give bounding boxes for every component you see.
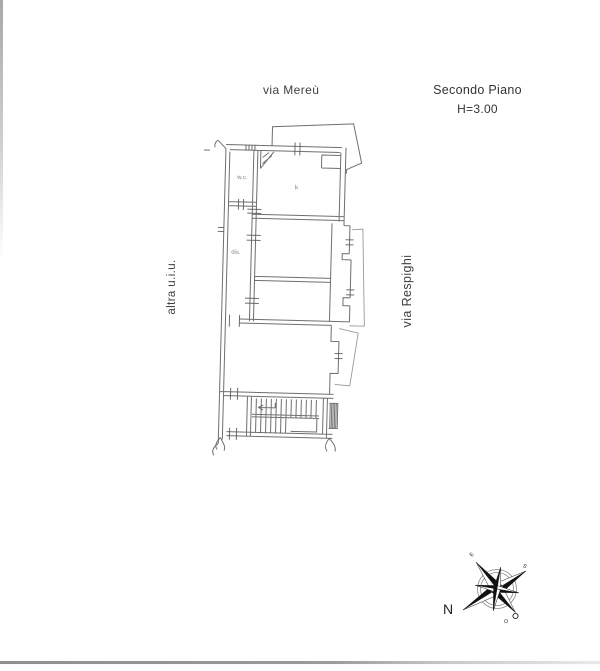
- compass-south-letter: S: [520, 563, 528, 571]
- room-label-wc: w.c.: [237, 174, 248, 182]
- plan-title: Secondo Piano: [433, 83, 522, 97]
- room-label-hallway: dis.: [231, 249, 241, 256]
- compass-east-letter: E: [468, 551, 476, 559]
- street-label-left: altra u.i.u.: [166, 259, 178, 315]
- street-label-top: via Mereù: [263, 83, 320, 97]
- compass-north-label: N: [443, 601, 454, 617]
- street-label-right: via Respighi: [400, 254, 414, 328]
- plan-height: H=3.00: [457, 102, 498, 116]
- compass-west-letter: O: [501, 618, 510, 626]
- compass-west-ring-icon: [513, 613, 518, 618]
- room-label-kitchen: k: [294, 184, 299, 192]
- scan-line-artifact: [0, 661, 600, 664]
